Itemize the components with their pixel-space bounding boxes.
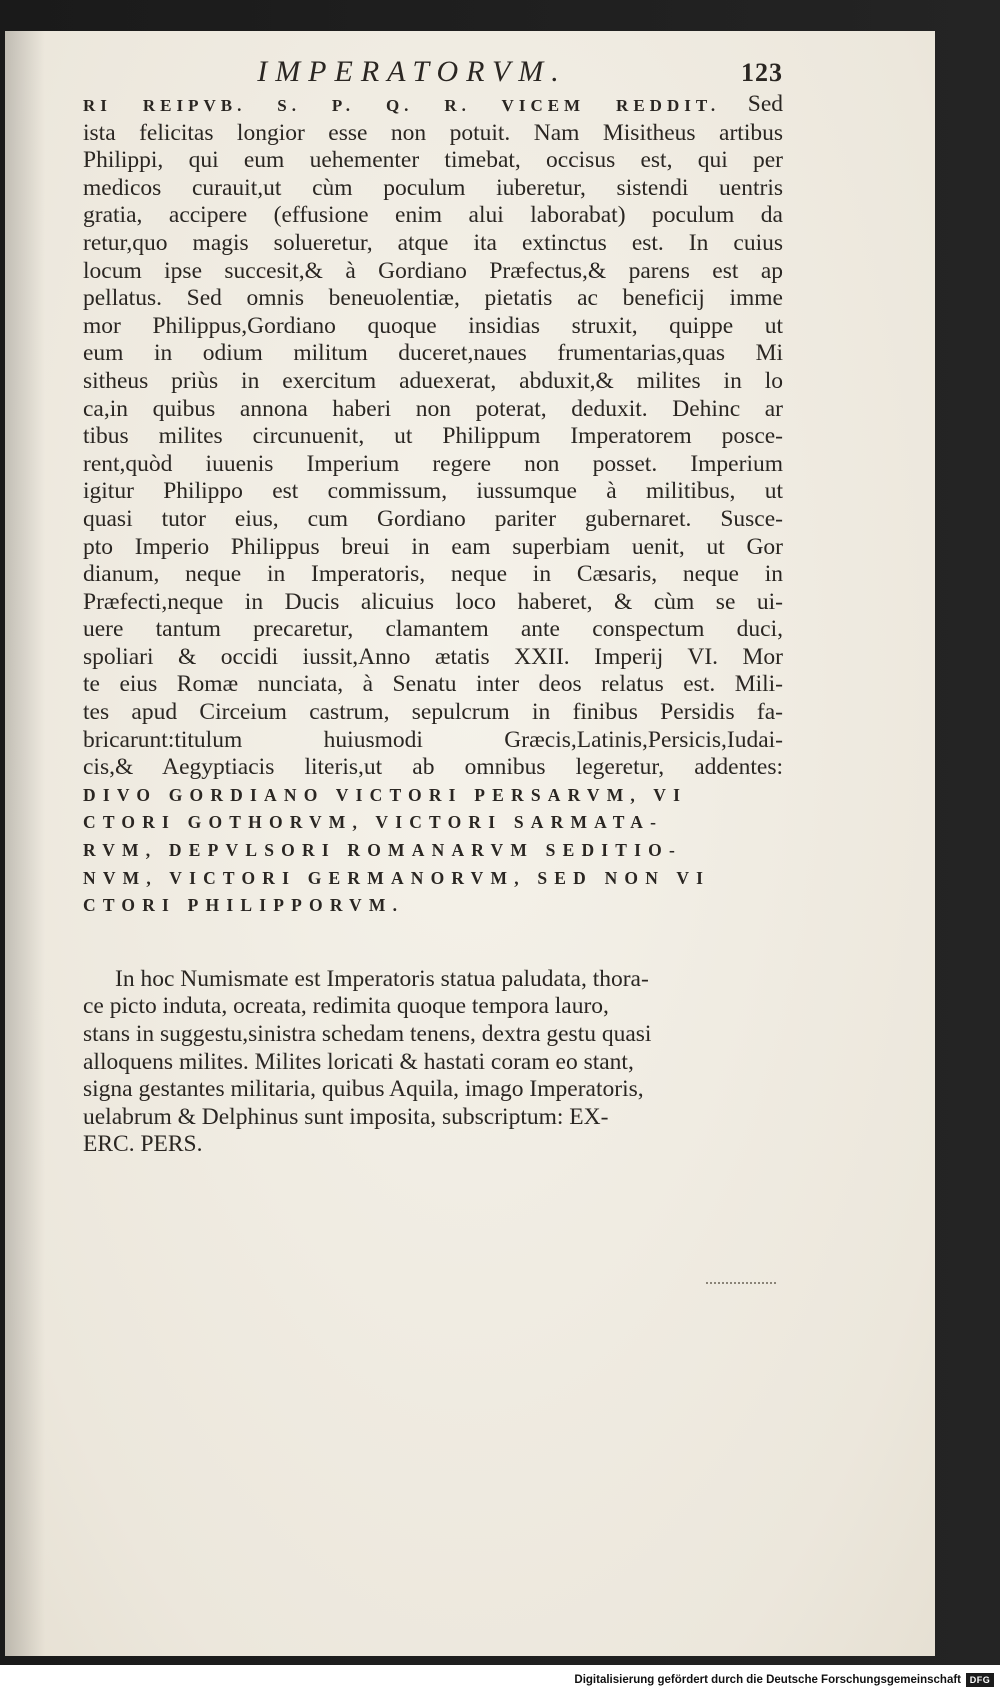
line-text: dianum, neque in Imperatoris, neque in Cæsaris, neque in xyxy=(83,561,783,588)
text-line: ERC. PERS. xyxy=(83,1131,203,1158)
text-line xyxy=(83,478,783,506)
inscription-line: RVM, DEPVLSORI ROMANARVM SEDITIO- xyxy=(83,840,683,861)
line-text: sitheus priùs in exercitum aduexerat, abduxit,& milites in lo xyxy=(83,367,783,394)
stray-mark xyxy=(706,1282,776,1286)
line-text: uere tantum precaretur, clamantem ante conspectum duci, xyxy=(83,616,783,643)
text-line xyxy=(83,727,783,755)
line-text: pellatus. Sed omnis beneuolentiæ, pietatis ac beneficij imme xyxy=(83,285,783,312)
text-line xyxy=(83,534,783,562)
text-line: In hoc Numismate est Imperatoris statua paludata, thora- xyxy=(115,965,649,992)
running-title: IMPERATORVM. xyxy=(257,55,567,88)
line-text: eum in odium militum duceret,naues frumentarias,quas Mi xyxy=(83,340,783,367)
text-line xyxy=(83,699,783,727)
line-text: bricarunt:titulum huiusmodi Græcis,Latinis,Persicis,Iudai- xyxy=(83,726,783,753)
line-text: igitur Philippo est commissum, iussumque à militibus, ut xyxy=(83,478,783,505)
line-text: cis,& Aegyptiacis literis,ut ab omnibus legeretur, addentes: xyxy=(83,754,783,781)
text-line xyxy=(83,147,783,175)
text-line: uelabrum & Delphinus sunt imposita, subscriptum: EX- xyxy=(83,1103,609,1130)
text-line xyxy=(83,285,783,313)
line-text: Præfecti,neque in Ducis alicuius loco haberet, & cùm se ui- xyxy=(83,588,783,615)
dfg-logo-icon: DFG xyxy=(966,1673,994,1687)
inscription-line: CTORI PHILIPPORVM. xyxy=(83,895,405,916)
running-head xyxy=(83,55,783,89)
line-text: Sed xyxy=(720,91,783,117)
text-line xyxy=(83,754,783,782)
text-line xyxy=(83,644,783,672)
line-text: tibus milites circunuenit, ut Philippum Imperatorem posce- xyxy=(83,423,783,450)
line-text: tes apud Circeium castrum, sepulcrum in finibus Persidis fa- xyxy=(83,699,783,726)
text-line: signa gestantes militaria, quibus Aquila, imago Imperatoris, xyxy=(83,1076,644,1103)
line-text: Philippi, qui eum uehementer timebat, occisus est, qui per xyxy=(83,147,783,174)
line-text: spoliari & occidi iussit,Anno ætatis XXII. Imperij VI. Mor xyxy=(83,643,783,670)
line-text: retur,quo magis solueretur, atque ita extinctus est. In cuius xyxy=(83,229,783,256)
line-text: medicos curauit,ut cùm poculum iuberetur, sistendi uentris xyxy=(83,174,783,201)
text-line xyxy=(83,368,783,396)
inscription-line: DIVO GORDIANO VICTORI PERSARVM, VI xyxy=(83,784,688,805)
paragraph-two xyxy=(83,966,783,1159)
line-text: te eius Romæ nunciata, à Senatu inter deos relatus est. Mili- xyxy=(83,671,783,698)
text-line xyxy=(83,175,783,203)
text-line xyxy=(83,451,783,479)
text-line xyxy=(83,230,783,258)
text-line xyxy=(83,561,783,589)
text-line: ce picto induta, ocreata, redimita quoque tempora lauro, xyxy=(83,993,609,1020)
text-line xyxy=(83,340,783,368)
text-line xyxy=(83,120,783,148)
text-line xyxy=(83,313,783,341)
caps-text: RI REIPVB. S. P. Q. R. VICEM REDDIT. xyxy=(83,96,721,115)
text-line xyxy=(83,258,783,286)
page-number: 123 xyxy=(741,58,783,87)
line-text: ca,in quibus annona haberi non poterat, deduxit. Dehinc ar xyxy=(83,395,783,422)
line-text: quasi tutor eius, cum Gordiano pariter gubernaret. Susce- xyxy=(83,505,783,532)
footer-bar xyxy=(0,1665,1000,1694)
line-text: rent,quòd iuuenis Imperium regere non posset. Imperium xyxy=(83,450,783,477)
text-line xyxy=(83,202,783,230)
inscription-line: NVM, VICTORI GERMANORVM, SED NON VI xyxy=(83,867,711,888)
line-text: gratia, accipere (effusione enim alui laborabat) poculum da xyxy=(83,202,783,229)
text-line: stans in suggestu,sinistra schedam tenens, dextra gestu quasi xyxy=(83,1021,652,1047)
gutter-shadow xyxy=(5,31,45,1656)
line-text: pto Imperio Philippus breui in eam superbiam uenit, ut Gor xyxy=(83,533,783,560)
line-text: locum ipse succesit,& à Gordiano Præfectus,& parens est ap xyxy=(83,257,783,284)
page-text-block xyxy=(83,55,783,1159)
inscription-line: CTORI GOTHORVM, VICTORI SARMATA- xyxy=(83,812,664,833)
text-line xyxy=(83,423,783,451)
line-text: ista felicitas longior esse non potuit. Nam Misitheus artibus xyxy=(83,119,783,146)
paragraph-one xyxy=(83,91,783,782)
line-text: mor Philippus,Gordiano quoque insidias struxit, quippe ut xyxy=(83,312,783,339)
text-line xyxy=(83,616,783,644)
text-line xyxy=(83,91,783,120)
text-line: alloquens milites. Milites loricati & hastati coram eo stant, xyxy=(83,1048,634,1075)
footer-credit: Digitalisierung gefördert durch die Deutsche Forschungsgemeinschaft xyxy=(574,1673,961,1686)
text-line xyxy=(83,506,783,534)
text-line xyxy=(83,589,783,617)
text-line xyxy=(83,396,783,424)
text-line xyxy=(83,671,783,699)
inscription xyxy=(83,782,783,920)
